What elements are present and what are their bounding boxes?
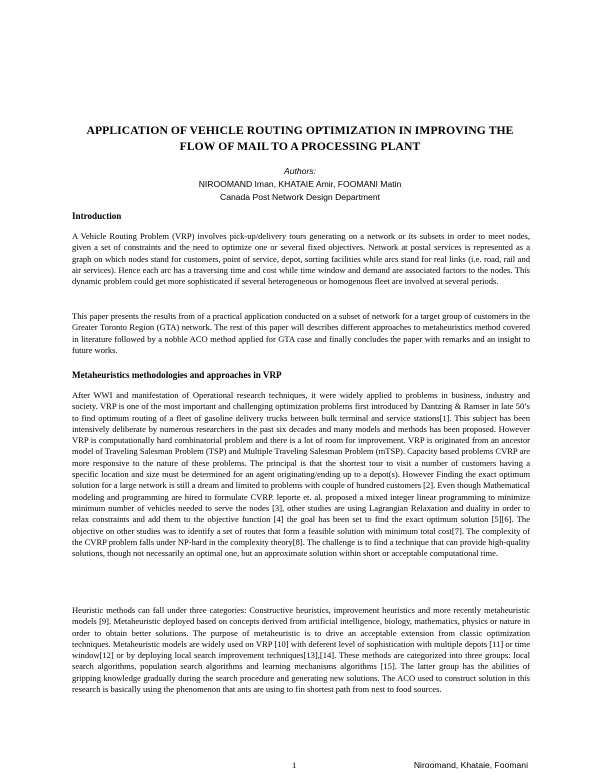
page-number: 1 [292, 760, 297, 770]
title-line-2: FLOW OF MAIL TO A PROCESSING PLANT [179, 140, 421, 153]
footer-authors: Niroomand, Khataie, Foomani [413, 760, 528, 770]
metaheuristics-paragraph-1: After WWI and manifestation of Operational research techniques, it were widely applied to problems in business, industry and society. VRP is one of the most important and challenging optimization problems first introduced by Dantzing & Ramser in late 50’s to find optimum routing of a fleet of gasoline delivery trucks between bulk terminal and service stations[1]. This subject has been intensively deliberate by numerous researchers in the past six decades and many models and methods has been proposed. However VRP is computationally hard combinatorial problem and there is a lot of room for improvement. VRP is originated from an ancestor model of Traveling Salesman Problem (TSP) and Multiple Traveling Salesman Problem (mTSP). Capacity based problems CVRP are more responsive to the nature of these problems. The principal is that the shortest tour to visit a number of customers having a specific location and size must be determined for an agent originating/ending up to a depot(s). However Finding the exact optimum solution for a large network is still a dream and limited to problems with couple of hundred customers [2]. Even though Mathematical modeling and programming are hired to formulate CVRP. leporte et. al. proposed a mixed integer linear programming to minimize minimum number of vehicles needed to serve the nodes [3], other studies are using Lagrangian Relaxation and duality in order to relax constraints and add them to the objective function [4] the goal has been set to find the exact optimum solution [5][6]. The objective on other studies was to identify a set of routes that form a feasible solution with minimum total cost[7]. The complexity of the CVRP problem falls under NP-hard in the complexity theory[8]. The challenge is to find a technique that can provide high-quality solutions, though not necessarily an optimal one, but an approximate solution within short or acceptable computational time. [72, 390, 530, 559]
introduction-heading: Introduction [72, 211, 122, 221]
author-affiliation: Canada Post Network Design Department [219, 192, 381, 202]
authors-label: Authors: [283, 166, 316, 176]
introduction-paragraph-2: This paper presents the results from of a practical application conducted on a subset of network for a target group of customers in the Greater Toronto Region (GTA) network. The rest of this paper will describes different approaches to metaheuristics method covered in literature followed by a nobble ACO method applied for GTA case and finally concludes the paper with remarks and an insight to future works. [72, 311, 530, 355]
title-line-1: APPLICATION OF VEHICLE ROUTING OPTIMIZATION IN IMPROVING THE [86, 124, 514, 137]
metaheuristics-heading: Metaheuristics methodologies and approaches in VRP [72, 370, 282, 380]
introduction-paragraph-1: A Vehicle Routing Problem (VRP) involves pick-up/delivery tours generating on a network or its subsets in order to meet nodes, given a set of constraints and the need to optimize one or several fixed objectives. Network at postal services is represented as a graph on which nodes stand for customers, point of service, depot, sorting facilities while arcs stand for real links (i.e. road, rail and air services). Hence each arc has a traversing time and cost while time window and demand are associated factors to the nodes. This dynamic problem could get more sophisticated if several heterogeneous or homogenous fleet are involved at several periods. [72, 231, 530, 287]
metaheuristics-paragraph-2: Heuristic methods can fall under three categories: Constructive heuristics, improvement heuristics and more recently metaheuristic models [9]. Metaheuristic deployed based on concepts derived from artificial intelligence, biology, mathematics, physics or nature in order to obtain better solutions. The purpose of metaheuristic is to drive an acceptable extension from classic optimization techniques. Metaheuristic models are widely used on VRP [10] with deferent level of sophistication with multiple depots [11] or time window[12] or by deploying local search improvement techniques[13],[14]. These methods are categorized into three groups: local search algorithms, population search algorithms and learning mechanisms algorithms [15]. The latter group has the abilities of gripping knowledge gradually during the search procedure and generating new solutions. The ACO used to construct solution in this research is basically using the phenomenon that ants are using to fin shortest path from nest to food sources. [72, 605, 530, 695]
paper-title [60, 123, 540, 155]
author-names: NIROOMAND Iman, KHATAIE Amir, FOOMANI Matin [198, 179, 402, 189]
